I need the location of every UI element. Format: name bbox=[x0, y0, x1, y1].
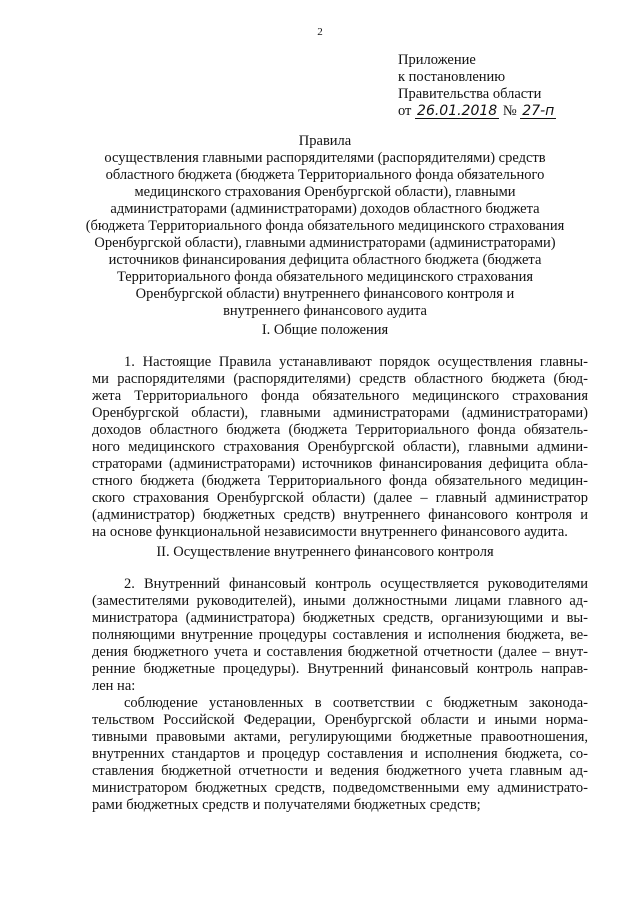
annex-line-1: Приложение bbox=[398, 52, 476, 68]
title-line: Оренбургской области), главными администраторами (администраторами) bbox=[94, 235, 556, 251]
annex-ot-label: от bbox=[398, 103, 412, 119]
paragraph-line: министратором бюджетных средств, подведомственными ему администрато- bbox=[92, 780, 588, 796]
paragraph-2 bbox=[92, 576, 588, 695]
paragraph-line: доходов областного бюджета (бюджета Территориального фонда обязатель- bbox=[92, 422, 588, 438]
paragraph-line: ставления бюджетной отчетности и ведения бюджетного учета главным ад- bbox=[92, 763, 588, 779]
title-line: Территориального фонда обязательного медицинского страхования bbox=[116, 269, 534, 285]
paragraph-line: полняющими внутренние процедуры составления и исполнения бюджета, ве- bbox=[92, 627, 588, 643]
section-1-heading: I. Общие положения bbox=[261, 322, 389, 338]
annex-line-3: Правительства области bbox=[398, 86, 542, 102]
paragraph-1 bbox=[92, 354, 588, 541]
title-heading: Правила bbox=[298, 133, 352, 149]
title-line: осуществления главными распорядителями (распорядителями) средств bbox=[104, 150, 546, 166]
paragraph-line: ми распорядителями (распорядителями) средств областного бюджета (бюд- bbox=[92, 371, 588, 387]
paragraph-line: 2. Внутренний финансовый контроль осуществляется руководителями bbox=[124, 576, 588, 592]
paragraph-line: ного медицинского страхования Оренбургской области), главными админи- bbox=[92, 439, 588, 455]
paragraph-3 bbox=[92, 695, 588, 814]
paragraph-line: жета Территориального фонда обязательного медицинского страхования bbox=[92, 388, 588, 404]
paragraph-line: ского страхования Оренбургской области) (далее – главный администратор bbox=[92, 490, 588, 506]
paragraph-line: внутренних стандартов и процедур составления и исполнения бюджета, со- bbox=[92, 746, 588, 762]
paragraph-line: стного бюджета (бюджета Территориального фонда обязательного медицин- bbox=[92, 473, 588, 489]
section-2-heading: II. Осуществление внутреннего финансового контроля bbox=[156, 544, 494, 560]
title-line: (бюджета Территориального фонда обязательного медицинского страхования bbox=[85, 218, 565, 234]
paragraph-line: рами бюджетных средств и получателями бюджетных средств; bbox=[92, 797, 481, 813]
title-line: внутреннего финансового аудита bbox=[223, 303, 427, 319]
paragraph-line: (администратор) бюджетных средств) внутреннего финансового контроля и bbox=[92, 507, 588, 523]
paragraph-line: соблюдение установленных в соответствии с бюджетным законода- bbox=[124, 695, 588, 711]
paragraph-line: министратора (администратора) бюджетных средств, организующими и вы- bbox=[92, 610, 588, 626]
paragraph-line: тивными правовыми актами, регулирующими бюджетные правоотношения, bbox=[92, 729, 588, 745]
paragraph-line: (заместителями руководителей), иными должностными лицами главного ад- bbox=[92, 593, 588, 609]
title-line: Оренбургской области) внутреннего финансового контроля и bbox=[135, 286, 515, 302]
paragraph-line: дения бюджетного учета и составления бюджетной отчетности (далее – внут- bbox=[92, 644, 588, 660]
annex-block bbox=[398, 52, 556, 120]
title-line: источников финансирования дефицита областного бюджета (бюджета bbox=[108, 252, 542, 268]
paragraph-line: на основе функциональной независимости внутреннего финансового аудита. bbox=[92, 524, 568, 540]
annex-date: 26.01.2018 bbox=[417, 103, 498, 119]
document-title bbox=[60, 133, 590, 320]
paragraph-line: ренние бюджетные процедуры). Внутренний финансовый контроль направ- bbox=[92, 661, 588, 677]
annex-number: 27-п bbox=[522, 103, 555, 119]
paragraph-line: Оренбургской области), главными администраторами (администраторами) bbox=[92, 405, 588, 421]
annex-line-2: к постановлению bbox=[398, 69, 506, 85]
title-line: областного бюджета (бюджета Территориального фонда обязательного bbox=[105, 167, 545, 183]
paragraph-line: лен на: bbox=[92, 678, 136, 694]
paragraph-line: страторами (администраторами) источников финансирования дефицита обла- bbox=[92, 456, 588, 472]
paragraph-line: тельством Российской Федерации, Оренбургской области и иными норма- bbox=[92, 712, 588, 728]
annex-number-sign: № bbox=[502, 103, 517, 119]
title-line: медицинского страхования Оренбургской области), главными bbox=[134, 184, 516, 200]
page-number: 2 bbox=[317, 26, 323, 38]
title-line: администраторами (администраторами) доходов областного бюджета bbox=[110, 201, 540, 217]
annex-date-line bbox=[398, 103, 556, 120]
paragraph-line: 1. Настоящие Правила устанавливают порядок осуществления главны- bbox=[124, 354, 588, 370]
